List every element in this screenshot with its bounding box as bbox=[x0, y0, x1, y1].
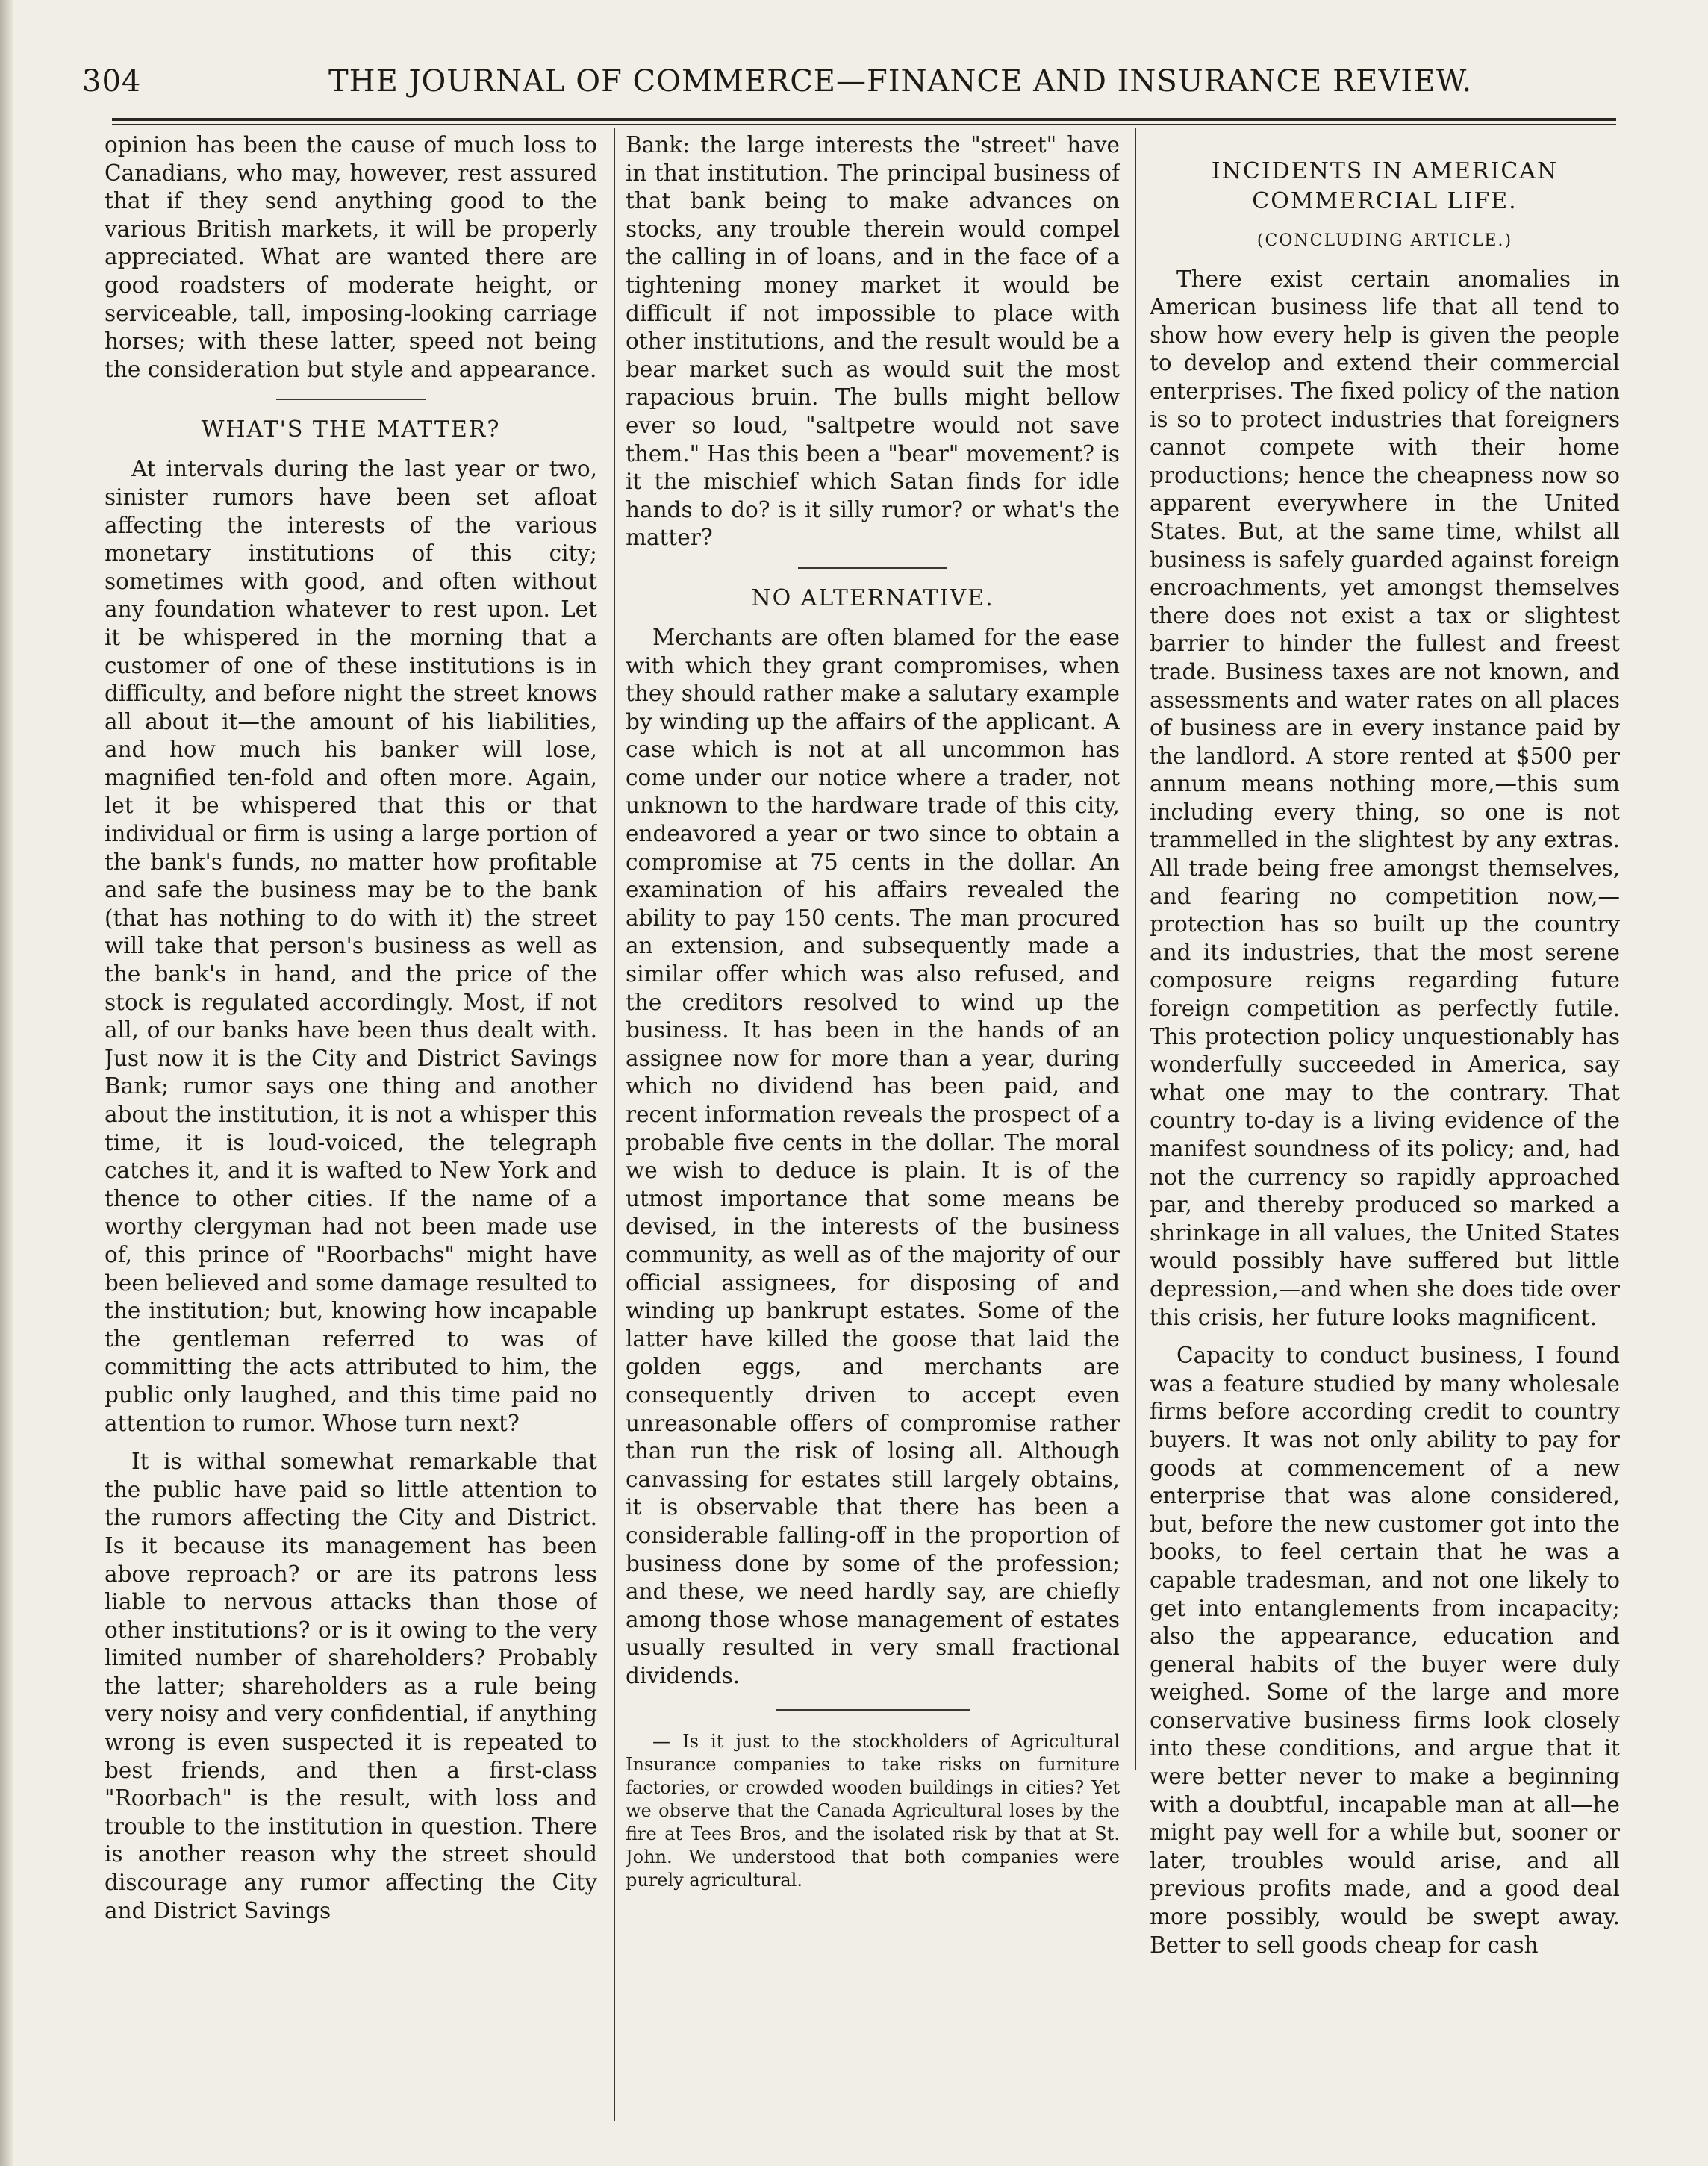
paragraph-horses: opinion has been the cause of much loss to Canadians, who may, however, rest assured that if they send anything good to the various British markets, it will be properly appreciated. What are wanted there are good roadsters of moderate height, or serviceable, tall, imposing-looking carriage horses; with these latter, speed not being the consideration but style and appearance. bbox=[105, 132, 597, 382]
column-3 bbox=[1150, 131, 1620, 2132]
paragraph-anomalies: There exist certain anomalies in American business life that all tend to show how every help is given the people to develop and extend their commercial enterprises. The fixed policy of the nation is so to protect industries that foreigners cannot compete with their home productions; hence the cheapness now so apparent everywhere in the United States. But, at the same time, whilst all business is safely guarded against foreign encroachments, yet amongst themselves there does not exist a tax or slightest barrier to hinder the fullest and freest trade. Business taxes are not known, and assessments and water rates on all places of business are in every instance paid by the landlord. A store rented at $500 per annum means nothing more,—this sum including every thing, so one is not trammelled in the slightest by any extras. All trade being free amongst themselves, and fearing no competition now,—protection has so built up the country and its industries, that the most serene composure reigns regarding future foreign competition as perfectly futile. This protection policy unquestionably has wonderfully succeeded in America, say what one may to the contrary. That country to-day is a living evidence of the manifest soundness of its policy; and, had not the currency so rapidly approached par, and thereby produced so marked a shrinkage in all values, the United States would possibly have suffered but little depression,—and when she does tide over this crisis, her future looks magnificent. bbox=[1150, 266, 1620, 1330]
heading-incidents: INCIDENTS IN AMERICAN COMMERCIAL LIFE. bbox=[1211, 158, 1559, 214]
heading-no-alternative: NO ALTERNATIVE. bbox=[751, 584, 994, 611]
subheading-concluding: (CONCLUDING ARTICLE.) bbox=[1256, 231, 1513, 250]
section-divider bbox=[276, 399, 426, 400]
page-binding-edge bbox=[0, 0, 13, 2166]
paragraph-city-district: It is withal somewhat remarkable that the public have paid so little attention to the rumors affecting the City and District. Is it because its management has been above reproach? or are its patrons less liable to nervous attacks than those of other institutions? or is it owing to the very limited number of shareholders? Probably the latter; shareholders as a rule being very noisy and very confidential, if anything wrong is even suspected it is repeated to best friends, and then a first-class "Roorbach" is the result, with loss and trouble to the institution in question. There is another reason why the street should discourage any rumor affecting the City and District Savings bbox=[105, 1449, 597, 1923]
column-rule-2 bbox=[1135, 128, 1136, 1770]
note-agricultural-insurance: — Is it just to the stockholders of Agricultural Insurance companies to take risks on furniture factories, or crowded wooden buildings in cities? Yet we observe that the Canada Agricultural loses by the fire at Tees Bros, and the isolated risk by that at St. John. We understood that both companies were purely agricultural. bbox=[626, 1731, 1120, 1891]
column-2 bbox=[626, 131, 1120, 2132]
paragraph-rumors: At intervals during the last year or two, sinister rumors have been set afloat affecting the interests of the various monetary institutions of this city; sometimes with good, and often without any foundation whatever to rest upon. Let it be whispered in the morning that a customer of one of these institutions is in difficulty, and before night the street knows all about it—the amount of his liabilities, and how much his banker will lose, magnified ten-fold and often more. Again, let it be whispered that this or that individual or firm is using a large portion of the bank's funds, no matter how profitable and safe the business may be to the bank (that has nothing to do with it) the street will take that person's business as well as the bank's in hand, and the price of the stock is regulated accordingly. Most, if not all, of our banks have been thus dealt with. Just now it is the City and District Savings Bank; rumor says one thing and another about the institution, it is not a whisper this time, it is loud-voiced, the telegraph catches it, and it is wafted to New York and thence to other cities. If the name of a worthy clergyman had not been made use of, this prince of "Roorbachs" might have been believed and some damage resulted to the institution; but, knowing how incapable the gentleman referred to was of committing the acts attributed to him, the public only laughed, and this time paid no attention to rumor. Whose turn next? bbox=[105, 456, 597, 1436]
journal-title: THE JOURNAL OF COMMERCE—FINANCE AND INSURANCE REVIEW. bbox=[328, 64, 1473, 99]
page-number: 304 bbox=[82, 64, 142, 99]
paragraph-capacity: Capacity to conduct business, I found was a feature studied by many wholesale firms before according credit to country buyers. It was not only ability to pay for goods at commencement of a new enterprise that was alone considered, but, before the new customer got into the books, to feel certain that he was a capable tradesman, and not one likely to get into entanglements from incapacity; also the appearance, education and general habits of the buyer were duly weighed. Some of the large and more conservative business firms look closely into these conditions, and argue that it were better never to make a beginning with a doubtful, incapable man at all—he might pay well for a while but, sooner or later, troubles would arise, and all previous profits made, and a good deal more possibly, would be swept away. Better to sell goods cheap for cash bbox=[1150, 1343, 1620, 1958]
paragraph-compromises: Merchants are often blamed for the ease with which they grant compromises, when they should rather make a salutary example by winding up the affairs of the applicant. A case which is not at all uncommon has come under our notice where a trader, not unknown to the hardware trade of this city, endeavored a year or two since to obtain a compromise at 75 cents in the dollar. An examination of his affairs revealed the ability to pay 150 cents. The man procured an extension, and subsequently made a similar offer which was also refused, and the creditors resolved to wind up the business. It has been in the hands of an assignee now for more than a year, during which no dividend has been paid, and recent information reveals the prospect of a probable five cents in the dollar. The moral we wish to deduce is plain. It is of the utmost importance that some means be devised, in the interests of the business community, as well as of the majority of our official assignees, for disposing of and winding up bankrupt estates. Some of the latter have killed the goose that laid the golden eggs, and merchants are consequently driven to accept even unreasonable offers of compromise rather than run the risk of losing all. Although canvassing for estates still largely obtains, it is observable that there has been a considerable falling-off in the proportion of business done by some of the profession; and these, we need hardly say, are chiefly among those whose management of estates usually resulted in very small fractional dividends. bbox=[626, 624, 1120, 1688]
column-1 bbox=[105, 131, 597, 2132]
paragraph-bank-continued: Bank: the large interests the "street" have in that institution. The principal business of that bank being to make advances on stocks, any trouble therein would compel the calling in of loans, and in the face of a tightening money market it would be difficult if not impossible to place with other institutions, and the result would be a bear market such as would suit the most rapacious bruin. The bulls might bellow ever so loud, "saltpetre would not save them." Has this been a "bear" movement? is it the mischief which Satan finds for idle hands to do? is it silly rumor? or what's the matter? bbox=[626, 132, 1120, 551]
page-header bbox=[82, 64, 1620, 109]
heading-whats-the-matter: WHAT'S THE MATTER? bbox=[201, 416, 501, 443]
header-rule bbox=[112, 118, 1616, 121]
section-divider bbox=[798, 567, 947, 569]
header-rule-thin bbox=[112, 124, 1616, 125]
column-rule-1 bbox=[614, 128, 615, 2121]
note-divider bbox=[776, 1709, 970, 1711]
